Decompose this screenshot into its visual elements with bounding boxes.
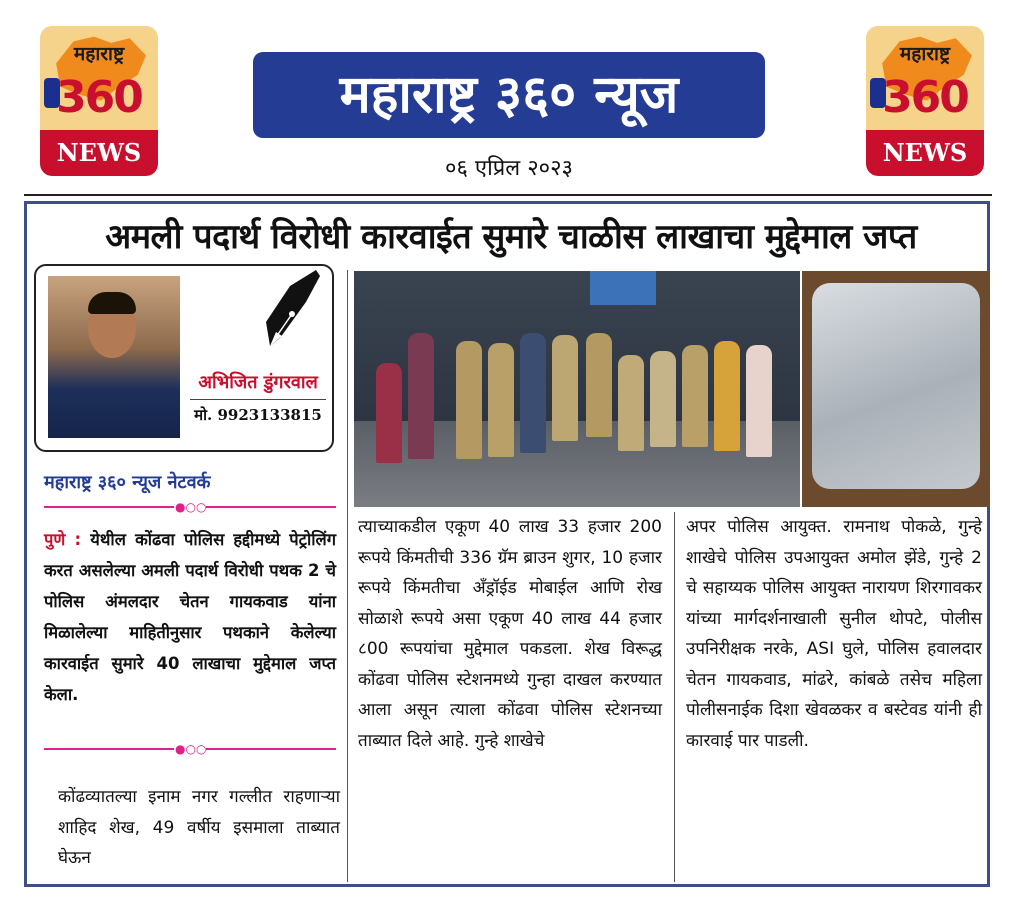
lead-text: येथील कोंढवा पोलिस हद्दीमध्ये पेट्रोलिंग करत असलेल्या अमली पदार्थ विरोधी पथक 2 चे पोलिस अंमलदार चेतन गायकवाड यांना मिळालेल्या माहितीनुसार पथकाने केलेल्या कारवाईत सुमारे 40 लाखाचा मुद्देमाल जप्त केला.: [44, 530, 336, 704]
left-logo: [40, 26, 158, 176]
article-headline: अमली पदार्थ विरोधी कारवाईत सुमारे चाळीस लाखाचा मुद्देमाल जप्त: [105, 217, 917, 257]
column-separator: [674, 512, 675, 882]
author-photo: [48, 276, 180, 438]
column-3-text: अपर पोलिस आयुक्त. रामनाथ पोकळे, गुन्हे शाखेचे पोलिस उपआयुक्त अमोल झेंडे, गुन्हे 2 चे सहाय्यक पोलिस आयुक्त नारायण शिरगावकर यांच्या मार्गदर्शनाखाली सुनील थोपटे, पोलीस उपनिरीक्षक नरके, ASI घुले, पोलिस हवालदार चेतन गायकवाड, मांढरे, कांबळे तसेच महिला पोलीसनाईक दिशा खेवळकर व बस्टेवड यांनी ही कारवाई पार पाडली.: [686, 517, 982, 751]
seized-drugs-photo: [802, 271, 990, 507]
logo-line3: NEWS: [866, 130, 984, 176]
author-name: अभिजित डुंगरवाल: [198, 372, 318, 393]
police-team-photo: [354, 271, 800, 507]
ornament-divider: ●○○: [44, 742, 336, 756]
author-phone: मो. 9923133815: [194, 406, 322, 424]
author-divider: [190, 399, 326, 400]
masthead-title: महाराष्ट्र ३६० न्यूज: [253, 52, 765, 138]
fountain-pen-icon: [262, 266, 324, 350]
network-label: महाराष्ट्र ३६० न्यूज नेटवर्क: [44, 472, 211, 493]
logo-line2: 360: [882, 72, 968, 123]
lead-paragraph: [44, 524, 336, 710]
logo-line3: NEWS: [40, 130, 158, 176]
column-separator: [347, 270, 348, 882]
lead-place: पुणे :: [44, 530, 82, 549]
ornament-divider: ●○○: [44, 500, 336, 514]
column-2-text: त्याच्याकडील एकूण 40 लाख 33 हजार 200 रूपये किंमतीची 336 ग्रॅम ब्राउन शुगर, 10 हजार रूपये किंमतीचा अँड्रॉईड मोबाईल आणि रोख सोळाशे रूपये असा एकूण 40 लाख 44 हजार ८00 रूपयांचा मुद्देमाल पकडला. शेख विरूद्ध कोंढवा पोलिस स्टेशनमध्ये गुन्हा दाखल करण्यात आला असून त्याला कोंढवा पोलिस स्टेशनच्या ताब्यात दिले आहे. गुन्हे शाखेचे: [358, 517, 662, 751]
masthead-rule: [24, 194, 992, 196]
logo-line1: महाराष्ट्र: [899, 43, 951, 65]
issue-date: ०६ एप्रिल २०२३: [445, 156, 573, 181]
logo-line2: 360: [56, 72, 142, 123]
column-1-text: कोंढव्यातल्या इनाम नगर गल्लीत राहणाऱ्या शाहिद शेख, 49 वर्षीय इसमाला ताब्यात घेऊन: [58, 787, 340, 868]
right-logo: [866, 26, 984, 176]
logo-line1: महाराष्ट्र: [73, 43, 125, 65]
